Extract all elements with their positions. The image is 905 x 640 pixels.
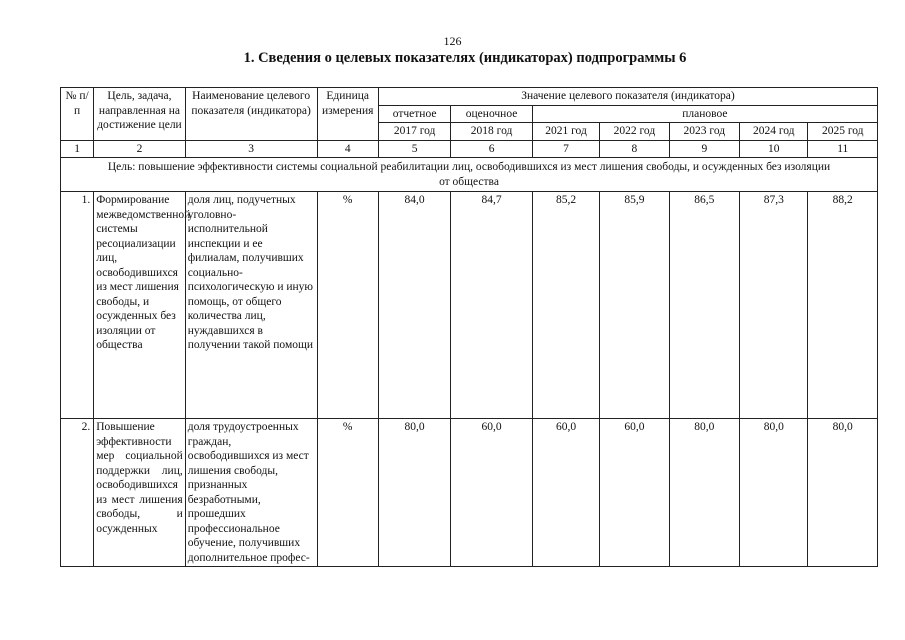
page-number: 126	[443, 34, 462, 48]
header-reported: отчетное	[378, 105, 450, 123]
value-2024: 80,0	[740, 419, 808, 567]
col-number: 10	[740, 140, 808, 158]
header-planned: плановое	[532, 105, 877, 123]
header-value: Значение целевого показателя (индикатора)	[378, 88, 877, 106]
value-2017: 80,0	[378, 419, 450, 567]
col-number: 9	[669, 140, 739, 158]
year-2023: 2023 год	[669, 123, 739, 141]
value-2023: 86,5	[669, 192, 739, 419]
col-number: 3	[185, 140, 317, 158]
value-2025: 88,2	[808, 192, 878, 419]
goal-row	[61, 158, 878, 192]
col-number: 11	[808, 140, 878, 158]
value-2024: 87,3	[740, 192, 808, 419]
col-number: 6	[451, 140, 532, 158]
value-2021: 60,0	[532, 419, 599, 567]
value-2017: 84,0	[378, 192, 450, 419]
year-2018: 2018 год	[451, 123, 532, 141]
header-estimated: оценочное	[451, 105, 532, 123]
row-task: Повышение эффективности мер социальной поддержки лиц, освободившихся из мест лишения свободы, и осужденных	[94, 419, 186, 567]
indicators-table	[60, 87, 878, 567]
goal-line-2: от общества	[439, 175, 499, 188]
value-2023: 80,0	[669, 419, 739, 567]
row-number: 2.	[61, 419, 94, 567]
goal-line-1: Цель: повышение эффективности системы социальной реабилитации лиц, освободившихся из мест лишения свободы, и осужденных без изоляции	[107, 161, 831, 173]
row-unit: %	[317, 419, 378, 567]
section-title: 1. Сведения о целевых показателях (индикаторах) подпрограммы 6	[243, 50, 687, 66]
year-2022: 2022 год	[600, 123, 669, 141]
year-2024: 2024 год	[740, 123, 808, 141]
header-num: № п/п	[61, 88, 94, 141]
header-row-1	[61, 88, 878, 106]
col-number: 5	[378, 140, 450, 158]
col-number: 7	[532, 140, 599, 158]
table-row	[61, 192, 878, 419]
value-2022: 85,9	[600, 192, 669, 419]
col-number: 4	[317, 140, 378, 158]
col-number: 2	[94, 140, 186, 158]
col-number: 8	[600, 140, 669, 158]
value-2018: 84,7	[451, 192, 532, 419]
year-2021: 2021 год	[532, 123, 599, 141]
row-number: 1.	[61, 192, 94, 419]
column-numbers-row	[61, 140, 878, 158]
header-indicator-name: Наименование целевого показателя (индикатора)	[185, 88, 317, 141]
value-2021: 85,2	[532, 192, 599, 419]
row-unit: %	[317, 192, 378, 419]
goal-text	[61, 158, 878, 192]
value-2022: 60,0	[600, 419, 669, 567]
row-task: Формирование межведомственной системы ресоциализации лиц, освободившихся из мест лишения свободы, и осужденных без изоляции от общества	[94, 192, 186, 419]
year-2025: 2025 год	[808, 123, 878, 141]
col-number: 1	[61, 140, 94, 158]
table-row	[61, 419, 878, 567]
header-unit: Единица измерения	[317, 88, 378, 141]
value-2018: 60,0	[451, 419, 532, 567]
row-indicator: доля трудоустроенных граждан, освободившихся из мест лишения свободы, признанных безработными, прошедших профессиональное обучение, получивших дополнительное профес-	[185, 419, 317, 567]
row-indicator: доля лиц, подучетных уголовно-исполнительной инспекции и ее филиалам, получивших социально-психологическую и иную помощь, от общего количества лиц, нуждавшихся в получении такой помощи	[185, 192, 317, 419]
year-2017: 2017 год	[378, 123, 450, 141]
value-2025: 80,0	[808, 419, 878, 567]
header-goal: Цель, задача, направленная на достижение цели	[94, 88, 186, 141]
